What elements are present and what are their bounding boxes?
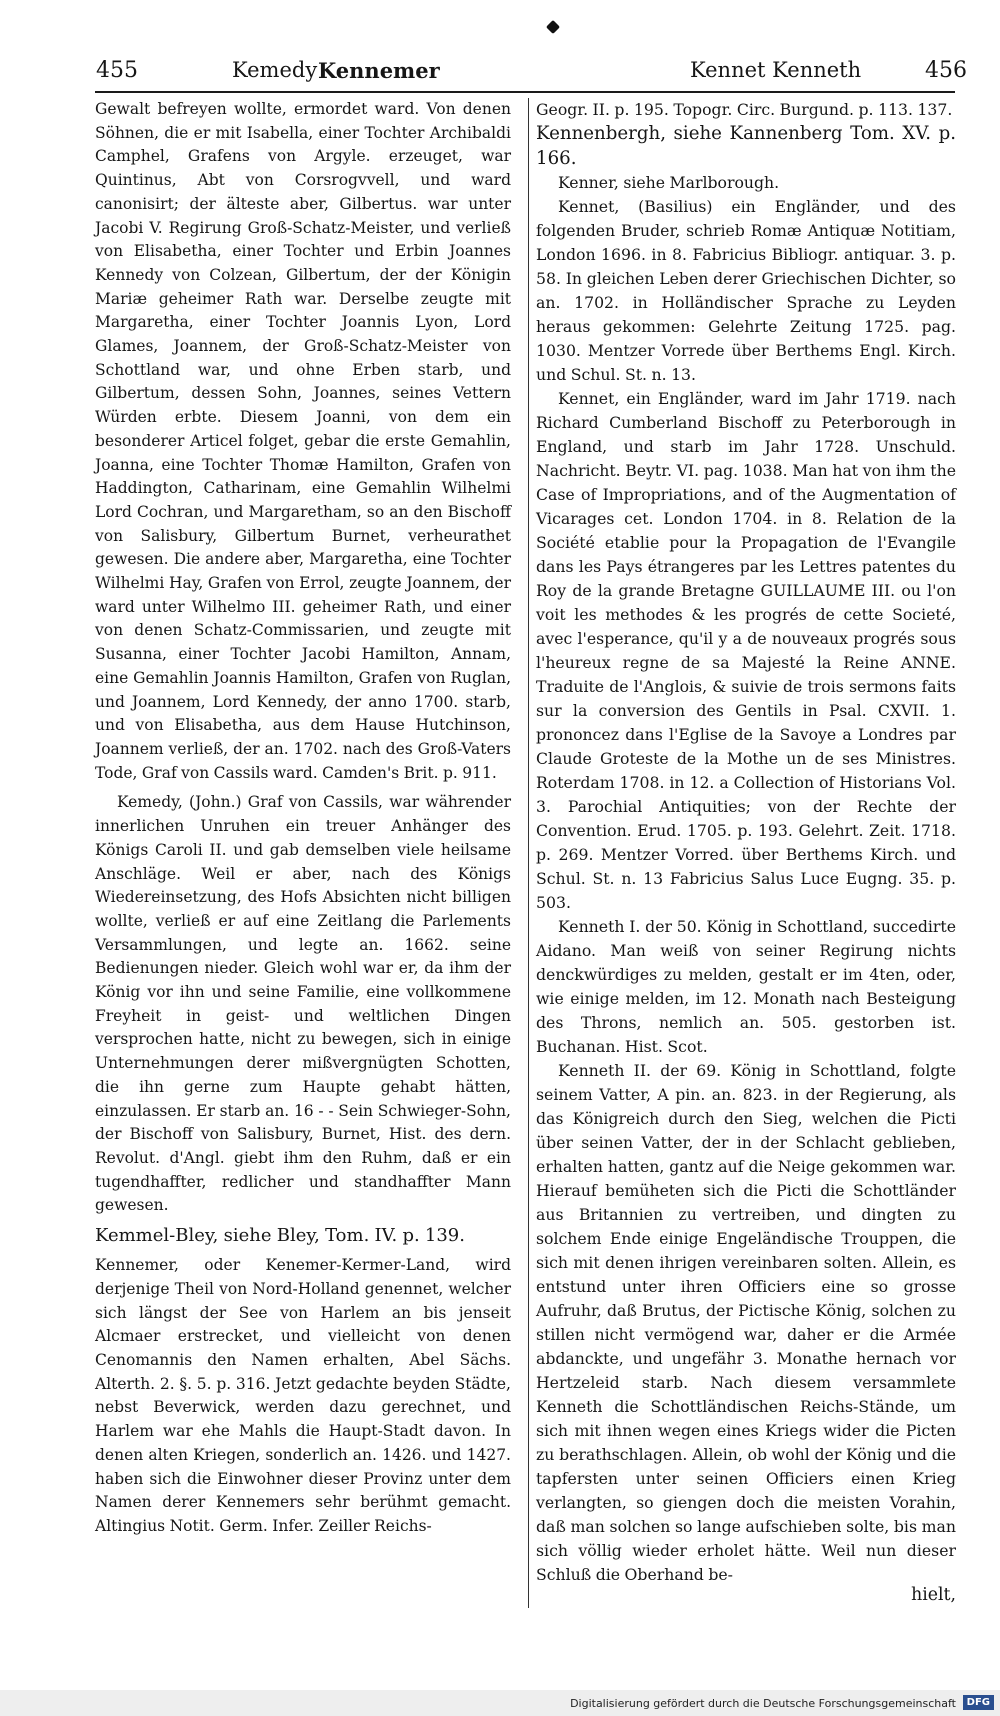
column-divider: [528, 98, 529, 1608]
left-header-keyword: Kemedy: [232, 58, 318, 82]
entry-paragraph: Kennemer, oder Kenemer-Kermer-Land, wird derjenige Theil von Nord-Holland genennet, welcher sich längst der See von Harlem an bis jenseit Alcmaer erstrecket, und vielleicht von denen Cenomannis den Namen erhalten, Abel Sächs. Alterth. 2. §. 5. p. 316. Jetzt gedachte beyden Städte, nebst Beverwick, werden dazu gerechnet, und Harlem war ehe Mahls die Haupt-Stadt davon. In denen alten Kriegen, sonderlich an. 1426. und 1427. haben sich die Einwohner dieser Provinz unter dem Namen derer Kennemers sehr berühmt gemacht. Altingius Notit. Germ. Infer. Zeiller Reichs-: [95, 1256, 511, 1535]
dfg-logo-icon: DFG: [963, 1695, 994, 1710]
entry-paragraph: Kennet, ein Engländer, ward im Jahr 1719. nach Richard Cumberland Bischoff zu Peterborough in England, und starb im Jahr 1728. Unschuld. Nachricht. Beytr. VI. pag. 1038. Man hat von ihm the Case of Impropriations, and of the Augmentation of Vicarages cet. London 1704. in 8. Relation de la Société etablie pour la Propagation de l'Evangile dans les Pays étrangeres par les Lettres patentes du Roy de la grande Bretagne GUILLAUME III. ou l'on voit les methodes & les progrés de cette Societé, avec l'esperance, qu'il y a de nouveaux progrés sous l'heureux regne de sa Majesté la Reine ANNE. Traduite de l'Anglois, & suivie de trois sermons faits sur la conversion des Gentils in Psal. CXVII. 1. prononcez dans l'Eglise de la Savoye a Londres par Claude Groteste de la Mothe un de ses Ministres. Roterdam 1708. in 12. a Collection of Historians Vol. 3. Parochial Antiquities; von der Rechte der Convention. Erud. 1705. p. 193. Gelehrt. Zeit. 1718. p. 269. Mentzer Vorred. über Berthems Kirch. und Schul. St. n. 13 Fabricius Salus Luce Eugng. 35. p. 503.: [536, 389, 956, 912]
right-column: [536, 98, 956, 1587]
footer-text: Digitalisierung gefördert durch die Deutsche Forschungsgemeinschaft: [570, 1697, 956, 1710]
catchword: hielt,: [911, 1585, 956, 1605]
entry-paragraph: Kenneth II. der 69. König in Schottland, folgte seinem Vatter, A pin. an. 823. in der Regierung, als das Königreich durch den Sieg, welchen die Picti über seinen Vatter, der in der Schlacht geblieben, erhalten hatten, gantz auf die Neige gekommen war. Hierauf bemüheten sich die Picti die Schottländer aus Britannien zu vertreiben, und dingten zu solchem Ende einige Engeländische Trouppen, die sich mit denen ihrigen vereinbaren solten. Allein, es entstund unter ihren Officiers eine so grosse Aufruhr, daß Brutus, der Pictische König, solchen zu stillen nicht vermögend war, daher er die Armée abdanckte, und ungefähr 3. Monathe hernach vor Hertzeleid starb. Nach diesem versammlete Kenneth die Schottländischen Reichs-Stände, um sich mit ihnen wegen eines Kriegs wider die Picten zu berathschlagen. Allein, ob wohl der König und die tapfersten unter seinen Officiers einen Krieg verlangten, so giengen doch die meisten Vorahin, daß man solchen so lange aufschieben solte, bis man sich völlig wieder erholet hätte. Weil nun dieser Schluß die Oberhand be-: [536, 1061, 956, 1584]
left-page-number: 455: [96, 58, 138, 83]
entry-paragraph: Kenneth I. der 50. König in Schottland, succedirte Aidano. Man weiß von seiner Regirung nichts denckwürdiges zu melden, gestalt er im 4ten, oder, wie einige melden, im 12. Monath nach Besteigung des Throns, nemlich an. 505. gestorben ist. Buchanan. Hist. Scot.: [536, 917, 956, 1056]
entry-paragraph: Kennet, (Basilius) ein Engländer, und des folgenden Bruder, schrieb Romæ Antiquæ Notitiam, London 1696. in 8. Fabricius Bibliogr. antiquar. 3. p. 58. In gleichen Leben derer Griechischen Dichter, so an. 1702. in Holländischer Sprache zu Leyden heraus gekommen: Gelehrte Zeitung 1725. pag. 1030. Mentzer Vorrede über Berthems Engl. Kirch. und Schul. St. n. 13.: [536, 197, 956, 384]
entry-paragraph: Kennenbergh, siehe Kannenberg Tom. XV. p. 166.: [536, 123, 956, 169]
ornament-icon: [546, 20, 560, 34]
left-header-keyword-bold: Kennemer: [318, 58, 440, 83]
entry-paragraph: Kemmel-Bley, siehe Bley, Tom. IV. p. 139.: [95, 1225, 465, 1247]
left-column: [95, 98, 511, 1539]
header-rule: [95, 91, 955, 93]
right-page-number: 456: [925, 58, 967, 83]
entry-paragraph: Kenner, siehe Marlborough.: [558, 173, 780, 192]
entry-paragraph: Kemedy, (John.) Graf von Cassils, war währender innerlichen Unruhen ein treuer Anhänger des Königs Caroli II. und gab demselben viele heilsame Anschläge. Weil er aber, nach des Königs Wiedereinsetzung, des Hofs Absichten nicht billigen wollte, verließ er auf eine Zeitlang die Parlements Versammlungen, und legte an. 1662. seine Bedienungen nieder. Gleich wohl war er, da ihm der König vor ihn und seine Familie, eine vollkommene Freyheit in geist- und weltlichen Dingen versprochen hatte, nicht zu bewegen, sich in einige Unternehmungen derer mißvergnügten Schotten, die ihn gerne zum Haupte gehabt hätten, einzulassen. Er starb an. 16 - - Sein Schwieger-Sohn, der Bischoff von Salisbury, Burnet, Hist. des dern. Revolut. d'Angl. giebt ihm den Ruhm, daß er ein tugendhaffter, redlicher und standhaffter Mann gewesen.: [95, 793, 511, 1215]
entry-paragraph: Geogr. II. p. 195. Topogr. Circ. Burgund. p. 113. 137.: [536, 100, 953, 119]
entry-paragraph: Gewalt befreyen wollte, ermordet ward. Von denen Söhnen, die er mit Isabella, einer Tochter Archibaldi Camphel, Grafens von Argyle. erzeuget, war Quintinus, Abt von Corsrogvvell, und ward canonisirt; der älteste aber, Gilbertus. war unter Jacobi V. Regirung Groß-Schatz-Meister, und verließ von Elisabetha, einer Tochter und Erbin Joannes Kennedy von Colzean, Gilbertum, der der Königin Mariæ geheimer Rath war. Derselbe zeugte mit Margaretha, einer Tochter Joannis Lyon, Lord Glames, Joannem, der Groß-Schatz-Meister von Schottland war, und ohne Erben starb, und Gilbertum, dessen Sohn, Joannes, seines Vettern Würden erbte. Diesem Joanni, von dem ein besonderer Articel folget, gebar die erste Gemahlin, Joanna, eine Tochter Thomæ Hamilton, Grafen von Haddington, Catharinam, eine Gemahlin Wilhelmi Lord Cochran, und Margaretham, so an den Bischoff von Salisbury, Gilbertum Burnet, verheurathet gewesen. Die andere aber, Margaretha, eine Tochter Wilhelmi Hay, Grafen von Errol, zeugte Joannem, der ward unter Wilhelmo III. geheimer Rath, und einer von denen Schatz-Commissarien, und zeugte mit Susanna, einer Tochter Jacobi Hamilton, Annam, eine Gemahlin Joannis Hamilton, Grafen von Ruglan, und Joannem, Lord Kennedy, der anno 1700. starb, und von Elisabetha, aus dem Hause Hutchinson, Joannem verließ, der an. 1702. nach des Groß-Vaters Tode, Graf von Cassils ward. Camden's Brit. p. 911.: [95, 100, 511, 782]
right-header-keywords: Kennet Kenneth: [690, 58, 862, 82]
